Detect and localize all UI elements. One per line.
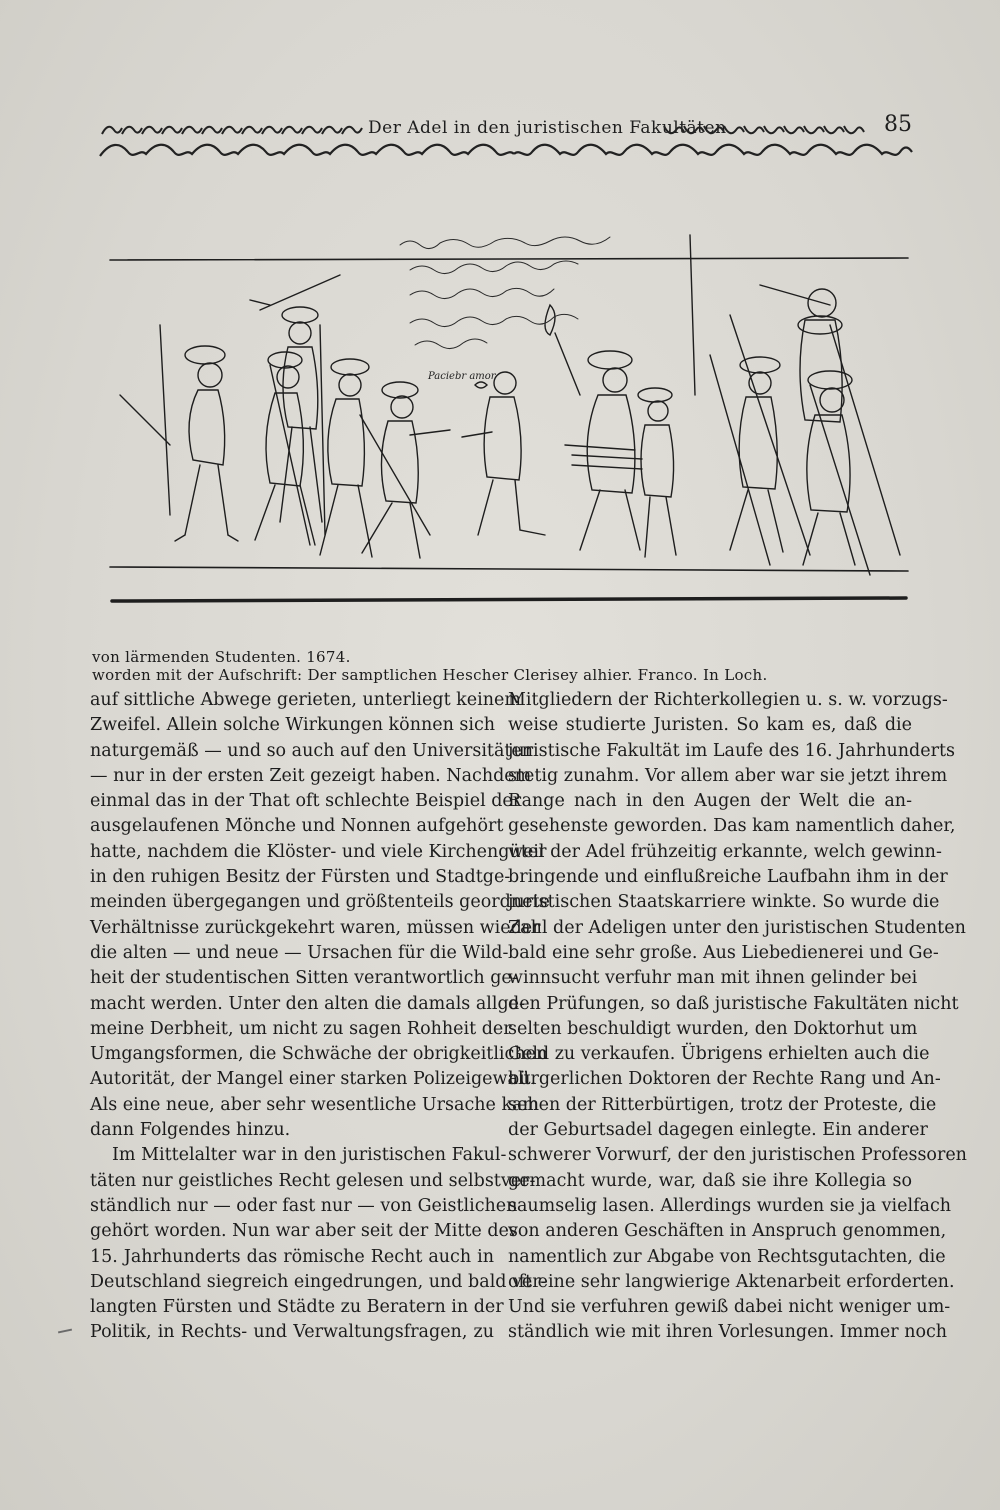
right-line: Zahl der Adeligen unter den juristischen Studenten [508,917,966,938]
left-line: meine Derbheit, um nicht zu sagen Rohheit der [90,1018,512,1039]
right-line: bringende und einflußreiche Laufbahn ihm in der [508,867,948,888]
left-line: Politik, in Rechts- und Verwaltungsfragen, zu [90,1322,494,1343]
left-line: 15. Jahrhunderts das römische Recht auch in [90,1246,494,1267]
right-line: juristischen Staatskarriere winkte. So wurde die [508,892,940,913]
right-line: winnsucht verfuhr man mit ihnen gelinder bei [508,968,918,989]
right-line: bald eine sehr große. Aus Liebedienerei und Ge- [508,942,939,963]
right-line: den Prüfungen, so daß juristische Fakultäten nicht [508,993,959,1014]
left-line: Deutschland siegreich eingedrungen, und bald ver- [90,1271,547,1292]
right-line: Und sie verfuhren gewiß dabei nicht weniger um- [508,1297,951,1318]
left-column [90,688,550,1346]
right-line: Mitgliedern der Richterkollegien u. s. w. vorzugs- [508,690,948,710]
right-line: schwerer Vorwurf, der den juristischen Professoren [508,1145,967,1166]
left-line: langten Fürsten und Städte zu Beratern in der [90,1297,504,1318]
caption-line-1: von lärmenden Studenten. 1674. [92,648,351,666]
left-line: gehört worden. Nun war aber seit der Mitte des [90,1221,518,1242]
right-line: selten beschuldigt wurden, den Doktorhut um [508,1018,918,1039]
right-line: bürgerlichen Doktoren der Rechte Rang und An- [508,1069,941,1090]
right-line: gesehenste geworden. Das kam namentlich daher, [508,816,956,837]
right-line: gemacht wurde, war, daß sie ihre Kollegia so [508,1170,912,1191]
left-line: Umgangsformen, die Schwäche der obrigkeitlichen [90,1044,548,1065]
header-ornament-band [100,138,912,162]
left-line: die alten — und neue — Ursachen für die Wild- [90,942,509,963]
right-line: ständlich wie mit ihren Vorlesungen. Immer noch [508,1322,948,1343]
left-line: ständlich nur — oder fast nur — von Geistlichen [90,1195,518,1216]
left-line: macht werden. Unter den alten die damals allge- [90,993,525,1014]
left-line: meinden übergegangen und größtenteils geordnete [90,892,550,913]
left-line: Zweifel. Allein solche Wirkungen können sich [90,715,496,736]
right-line: weise studierte Juristen. So kam es, daß die [508,715,912,736]
right-line: sehen der Ritterbürtigen, trotz der Proteste, die [508,1094,937,1115]
left-line: naturgemäß — und so auch auf den Universitäten [90,740,534,761]
left-line: Autorität, der Mangel einer starken Polizeigewalt. [90,1069,537,1090]
right-line: stetig zunahm. Vor allem aber war sie jetzt ihrem [508,765,948,786]
left-line: dann Folgendes hinzu. [90,1120,291,1141]
students-procession-drawing [110,215,910,610]
running-header [100,112,912,162]
left-line: hatte, nachdem die Klöster- und viele Kirchengüter [90,841,547,862]
right-line: juristische Fakultät im Laufe des 16. Jahrhunderts [508,740,955,761]
left-line: Verhältnisse zurückgekehrt waren, müssen wieder [90,917,541,938]
left-line: heit der studentischen Sitten verantwortlich ge- [90,968,518,989]
right-line: von anderen Geschäften in Anspruch genommen, [508,1221,947,1242]
right-line: namentlich zur Abgabe von Rechtsgutachten, die [508,1246,946,1267]
left-line: einmal das in der That oft schlechte Beispiel der [90,791,522,812]
right-line: oft eine sehr langwierige Aktenarbeit erforderten. [508,1271,955,1292]
header-ornament-right [662,120,882,140]
caption-line-2: worden mit der Aufschrift: Der samptlichen Hescher Clerisey alhier. Franco. In Loch. [92,666,768,684]
left-line: Im Mittelalter war in den juristischen Fakul- [112,1145,507,1166]
left-line: täten nur geistliches Recht gelesen und selbstver- [90,1170,536,1191]
left-line: auf sittliche Abwege gerieten, unterliegt keinem [90,690,521,710]
pencil-mark [58,1329,72,1334]
left-line: ausgelaufenen Mönche und Nonnen aufgehört [90,816,504,837]
header-ornament-left [100,120,362,140]
speech-label: Paciebr amor [428,371,496,382]
right-line: Geld zu verkaufen. Übrigens erhielten auch die [508,1044,930,1065]
left-line: Als eine neue, aber sehr wesentliche Ursache kam [90,1094,540,1115]
header-title: Der Adel in den juristischen Fakultäten [368,118,727,138]
right-line: Range nach in den Augen der Welt die an- [508,791,912,812]
right-line: weil der Adel frühzeitig erkannte, welch gewinn- [508,841,942,862]
left-line: in den ruhigen Besitz der Fürsten und Stadtge- [90,867,511,888]
right-line: saumselig lasen. Allerdings wurden sie ja vielfach [508,1195,952,1216]
left-line: — nur in der ersten Zeit gezeigt haben. Nachdem [90,765,532,786]
right-line: der Geburtsadel dagegen einlegte. Ein anderer [508,1120,928,1141]
right-column [508,688,967,1346]
page-number: 85 [884,112,912,137]
